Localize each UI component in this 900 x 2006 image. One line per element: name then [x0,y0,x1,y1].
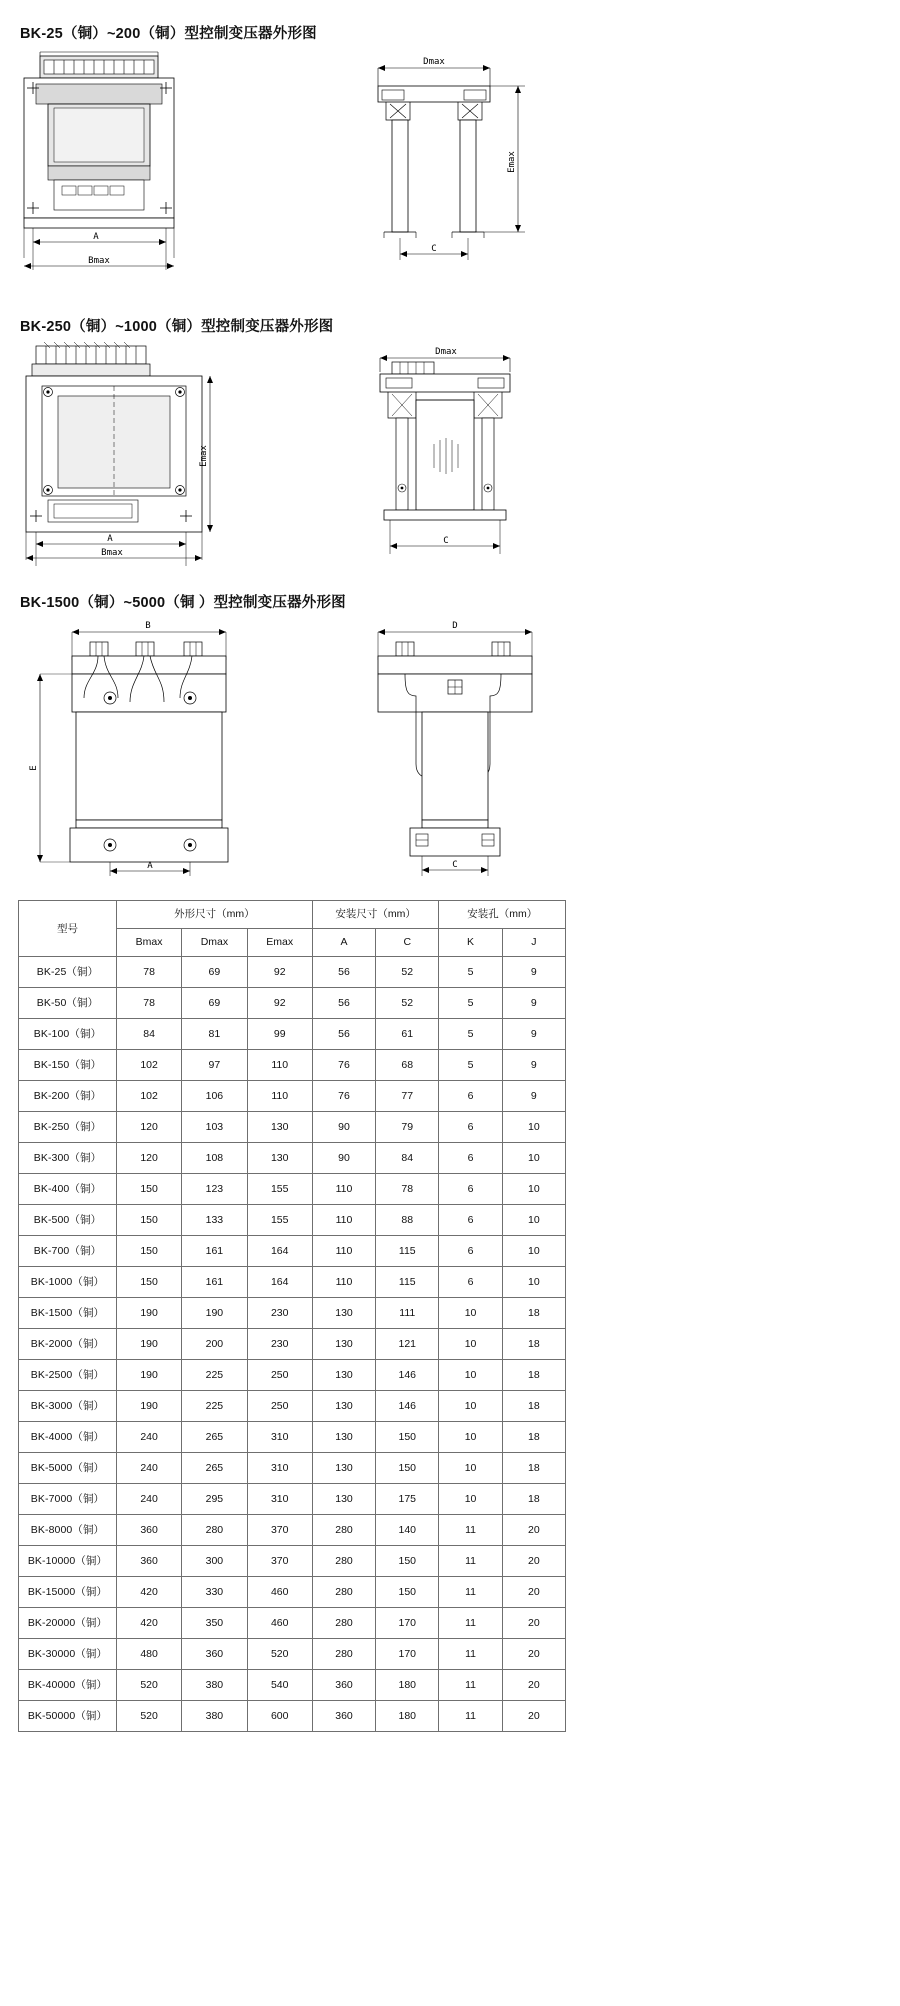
cell-model: BK-100（铜） [19,1019,117,1050]
cell-j: 20 [502,1639,565,1670]
section-title-1: BK-25（铜）~200（铜）型控制变压器外形图 [20,26,317,42]
cell-k: 11 [439,1670,502,1701]
cell-j: 20 [502,1701,565,1732]
cell-k: 6 [439,1205,502,1236]
cell-a: 90 [312,1143,375,1174]
table-row [19,1081,566,1112]
cell-model: BK-4000（铜） [19,1422,117,1453]
cell-emax: 230 [247,1329,312,1360]
cell-k: 6 [439,1112,502,1143]
cell-emax: 250 [247,1360,312,1391]
cell-a: 76 [312,1081,375,1112]
cell-bmax: 360 [116,1515,181,1546]
cell-a: 90 [312,1112,375,1143]
figure-bk1500-side-view [360,614,590,879]
cell-a: 130 [312,1391,375,1422]
cell-model: BK-500（铜） [19,1205,117,1236]
cell-dmax: 161 [182,1236,247,1267]
cell-emax: 460 [247,1577,312,1608]
cell-k: 11 [439,1546,502,1577]
cell-k: 10 [439,1391,502,1422]
cell-bmax: 520 [116,1701,181,1732]
spec-table-wrap [18,900,566,1732]
cell-bmax: 480 [116,1639,181,1670]
table-row [19,1577,566,1608]
cell-c: 175 [376,1484,439,1515]
table-row [19,988,566,1019]
cell-emax: 310 [247,1484,312,1515]
cell-model: BK-7000（铜） [19,1484,117,1515]
cell-k: 6 [439,1143,502,1174]
svg-text:Emax: Emax [199,445,209,467]
svg-text:E: E [29,765,39,771]
cell-bmax: 420 [116,1577,181,1608]
cell-c: 146 [376,1360,439,1391]
cell-c: 140 [376,1515,439,1546]
cell-k: 5 [439,1050,502,1081]
cell-emax: 370 [247,1515,312,1546]
table-group-header-row [19,901,566,929]
cell-j: 18 [502,1453,565,1484]
table-row [19,1391,566,1422]
cell-model: BK-10000（铜） [19,1546,117,1577]
table-row [19,1174,566,1205]
cell-model: BK-30000（铜） [19,1639,117,1670]
cell-a: 130 [312,1329,375,1360]
cell-a: 360 [312,1670,375,1701]
cell-a: 360 [312,1701,375,1732]
cell-emax: 155 [247,1205,312,1236]
cell-j: 10 [502,1205,565,1236]
table-body [19,957,566,1732]
cell-c: 61 [376,1019,439,1050]
cell-emax: 155 [247,1174,312,1205]
cell-emax: 92 [247,957,312,988]
cell-j: 10 [502,1236,565,1267]
cell-bmax: 78 [116,988,181,1019]
cell-emax: 310 [247,1453,312,1484]
cell-c: 115 [376,1236,439,1267]
cell-a: 56 [312,957,375,988]
cell-bmax: 520 [116,1670,181,1701]
cell-a: 110 [312,1236,375,1267]
svg-text:A: A [147,861,153,871]
cell-a: 130 [312,1453,375,1484]
cell-dmax: 123 [182,1174,247,1205]
cell-dmax: 106 [182,1081,247,1112]
table-row [19,1453,566,1484]
header-outline-dims: 外形尺寸（mm） [116,901,312,929]
svg-text:Bmax: Bmax [101,548,123,558]
cell-a: 130 [312,1422,375,1453]
cell-c: 180 [376,1701,439,1732]
cell-dmax: 200 [182,1329,247,1360]
header-emax: Emax [247,929,312,957]
cell-bmax: 420 [116,1608,181,1639]
cell-k: 6 [439,1081,502,1112]
figure-bk250-side-view [370,338,580,573]
cell-a: 76 [312,1050,375,1081]
cell-k: 10 [439,1453,502,1484]
cell-model: BK-1500（铜） [19,1298,117,1329]
cell-k: 6 [439,1236,502,1267]
cell-dmax: 81 [182,1019,247,1050]
cell-j: 18 [502,1391,565,1422]
cell-a: 280 [312,1608,375,1639]
cell-dmax: 69 [182,988,247,1019]
header-a: A [312,929,375,957]
cell-c: 79 [376,1112,439,1143]
cell-c: 180 [376,1670,439,1701]
cell-a: 280 [312,1515,375,1546]
cell-dmax: 97 [182,1050,247,1081]
cell-dmax: 225 [182,1360,247,1391]
cell-a: 130 [312,1484,375,1515]
table-row [19,1546,566,1577]
cell-k: 6 [439,1174,502,1205]
table-row [19,1484,566,1515]
cell-dmax: 265 [182,1453,247,1484]
cell-emax: 92 [247,988,312,1019]
cell-emax: 460 [247,1608,312,1639]
cell-emax: 230 [247,1298,312,1329]
cell-emax: 600 [247,1701,312,1732]
cell-model: BK-15000（铜） [19,1577,117,1608]
table-row [19,1422,566,1453]
cell-dmax: 161 [182,1267,247,1298]
svg-text:C: C [443,536,449,546]
spec-table [18,900,566,1732]
cell-a: 110 [312,1205,375,1236]
table-row [19,1143,566,1174]
cell-model: BK-3000（铜） [19,1391,117,1422]
cell-j: 9 [502,988,565,1019]
section-title-2: BK-250（铜）~1000（铜）型控制变压器外形图 [20,319,334,335]
table-row [19,1205,566,1236]
table-row [19,1050,566,1081]
svg-text:Emax: Emax [507,151,517,173]
cell-c: 78 [376,1174,439,1205]
cell-bmax: 240 [116,1484,181,1515]
cell-k: 11 [439,1608,502,1639]
cell-c: 52 [376,988,439,1019]
cell-dmax: 108 [182,1143,247,1174]
svg-text:C: C [452,860,458,870]
cell-model: BK-2500（铜） [19,1360,117,1391]
figure-bk250-front-view [14,338,244,573]
cell-dmax: 300 [182,1546,247,1577]
cell-model: BK-50000（铜） [19,1701,117,1732]
cell-c: 84 [376,1143,439,1174]
table-row [19,1019,566,1050]
cell-c: 77 [376,1081,439,1112]
cell-emax: 520 [247,1639,312,1670]
cell-c: 150 [376,1453,439,1484]
cell-k: 10 [439,1422,502,1453]
cell-j: 20 [502,1608,565,1639]
section-title-3: BK-1500（铜）~5000（铜 ）型控制变压器外形图 [20,595,346,611]
cell-dmax: 69 [182,957,247,988]
cell-c: 150 [376,1577,439,1608]
cell-c: 111 [376,1298,439,1329]
cell-c: 88 [376,1205,439,1236]
cell-k: 11 [439,1639,502,1670]
svg-text:B: B [145,621,151,631]
figure-bk25-front-view [14,46,234,276]
cell-model: BK-250（铜） [19,1112,117,1143]
cell-j: 20 [502,1670,565,1701]
cell-bmax: 240 [116,1422,181,1453]
cell-dmax: 380 [182,1670,247,1701]
cell-dmax: 103 [182,1112,247,1143]
cell-emax: 164 [247,1267,312,1298]
cell-k: 10 [439,1484,502,1515]
cell-emax: 370 [247,1546,312,1577]
cell-a: 56 [312,988,375,1019]
cell-c: 121 [376,1329,439,1360]
cell-j: 10 [502,1112,565,1143]
cell-bmax: 84 [116,1019,181,1050]
cell-bmax: 190 [116,1329,181,1360]
cell-model: BK-300（铜） [19,1143,117,1174]
cell-emax: 130 [247,1143,312,1174]
svg-text:Bmax: Bmax [88,256,110,266]
cell-bmax: 78 [116,957,181,988]
cell-c: 115 [376,1267,439,1298]
table-row [19,957,566,988]
cell-j: 20 [502,1546,565,1577]
cell-j: 10 [502,1174,565,1205]
table-row [19,1267,566,1298]
svg-text:D: D [452,621,458,631]
cell-k: 5 [439,957,502,988]
cell-emax: 164 [247,1236,312,1267]
cell-bmax: 190 [116,1391,181,1422]
cell-a: 280 [312,1546,375,1577]
cell-bmax: 190 [116,1360,181,1391]
svg-text:Dmax: Dmax [435,347,457,357]
cell-dmax: 225 [182,1391,247,1422]
cell-j: 10 [502,1267,565,1298]
cell-k: 10 [439,1360,502,1391]
table-row [19,1701,566,1732]
table-row [19,1298,566,1329]
cell-c: 150 [376,1546,439,1577]
cell-a: 280 [312,1639,375,1670]
cell-bmax: 150 [116,1236,181,1267]
cell-k: 11 [439,1577,502,1608]
cell-j: 18 [502,1422,565,1453]
cell-model: BK-1000（铜） [19,1267,117,1298]
header-k: K [439,929,502,957]
cell-j: 18 [502,1484,565,1515]
cell-bmax: 150 [116,1267,181,1298]
cell-model: BK-25（铜） [19,957,117,988]
cell-c: 150 [376,1422,439,1453]
cell-emax: 99 [247,1019,312,1050]
cell-dmax: 330 [182,1577,247,1608]
cell-j: 20 [502,1577,565,1608]
cell-c: 146 [376,1391,439,1422]
cell-emax: 250 [247,1391,312,1422]
cell-model: BK-5000（铜） [19,1453,117,1484]
cell-dmax: 360 [182,1639,247,1670]
cell-bmax: 240 [116,1453,181,1484]
cell-dmax: 280 [182,1515,247,1546]
cell-model: BK-8000（铜） [19,1515,117,1546]
cell-j: 9 [502,1081,565,1112]
cell-k: 5 [439,1019,502,1050]
header-mounting-holes: 安装孔（mm） [439,901,566,929]
cell-bmax: 102 [116,1050,181,1081]
cell-bmax: 120 [116,1143,181,1174]
cell-bmax: 150 [116,1174,181,1205]
cell-a: 130 [312,1298,375,1329]
cell-c: 68 [376,1050,439,1081]
cell-model: BK-400（铜） [19,1174,117,1205]
cell-k: 5 [439,988,502,1019]
svg-text:A: A [93,232,99,242]
cell-k: 11 [439,1515,502,1546]
cell-dmax: 133 [182,1205,247,1236]
cell-emax: 110 [247,1081,312,1112]
cell-a: 56 [312,1019,375,1050]
table-row [19,1608,566,1639]
cell-model: BK-40000（铜） [19,1670,117,1701]
table-row [19,1639,566,1670]
cell-j: 18 [502,1298,565,1329]
cell-model: BK-150（铜） [19,1050,117,1081]
header-model: 型号 [19,901,117,957]
cell-model: BK-200（铜） [19,1081,117,1112]
table-row [19,1236,566,1267]
cell-emax: 130 [247,1112,312,1143]
cell-model: BK-2000（铜） [19,1329,117,1360]
figure-bk25-side-view [370,46,570,276]
cell-emax: 110 [247,1050,312,1081]
table-row [19,1360,566,1391]
cell-j: 9 [502,1050,565,1081]
cell-a: 280 [312,1577,375,1608]
header-c: C [376,929,439,957]
cell-dmax: 190 [182,1298,247,1329]
cell-k: 10 [439,1298,502,1329]
cell-model: BK-20000（铜） [19,1608,117,1639]
cell-j: 10 [502,1143,565,1174]
header-mounting-dims: 安装尺寸（mm） [312,901,439,929]
svg-text:C: C [431,244,437,254]
header-dmax: Dmax [182,929,247,957]
cell-bmax: 190 [116,1298,181,1329]
cell-emax: 540 [247,1670,312,1701]
cell-bmax: 102 [116,1081,181,1112]
figure-bk1500-front-view [14,614,264,879]
svg-text:A: A [107,534,113,544]
cell-emax: 310 [247,1422,312,1453]
cell-a: 130 [312,1360,375,1391]
cell-dmax: 265 [182,1422,247,1453]
table-row [19,1670,566,1701]
cell-dmax: 350 [182,1608,247,1639]
cell-c: 170 [376,1639,439,1670]
cell-dmax: 380 [182,1701,247,1732]
cell-bmax: 120 [116,1112,181,1143]
cell-c: 170 [376,1608,439,1639]
header-j: J [502,929,565,957]
table-row [19,1329,566,1360]
table-row [19,1515,566,1546]
cell-bmax: 360 [116,1546,181,1577]
cell-k: 6 [439,1267,502,1298]
cell-j: 9 [502,957,565,988]
table-row [19,1112,566,1143]
cell-k: 11 [439,1701,502,1732]
cell-model: BK-700（铜） [19,1236,117,1267]
cell-a: 110 [312,1267,375,1298]
cell-k: 10 [439,1329,502,1360]
svg-text:Dmax: Dmax [423,57,445,67]
cell-j: 20 [502,1515,565,1546]
header-bmax: Bmax [116,929,181,957]
cell-bmax: 150 [116,1205,181,1236]
cell-j: 18 [502,1329,565,1360]
cell-j: 18 [502,1360,565,1391]
cell-c: 52 [376,957,439,988]
cell-a: 110 [312,1174,375,1205]
cell-j: 9 [502,1019,565,1050]
cell-model: BK-50（铜） [19,988,117,1019]
cell-dmax: 295 [182,1484,247,1515]
